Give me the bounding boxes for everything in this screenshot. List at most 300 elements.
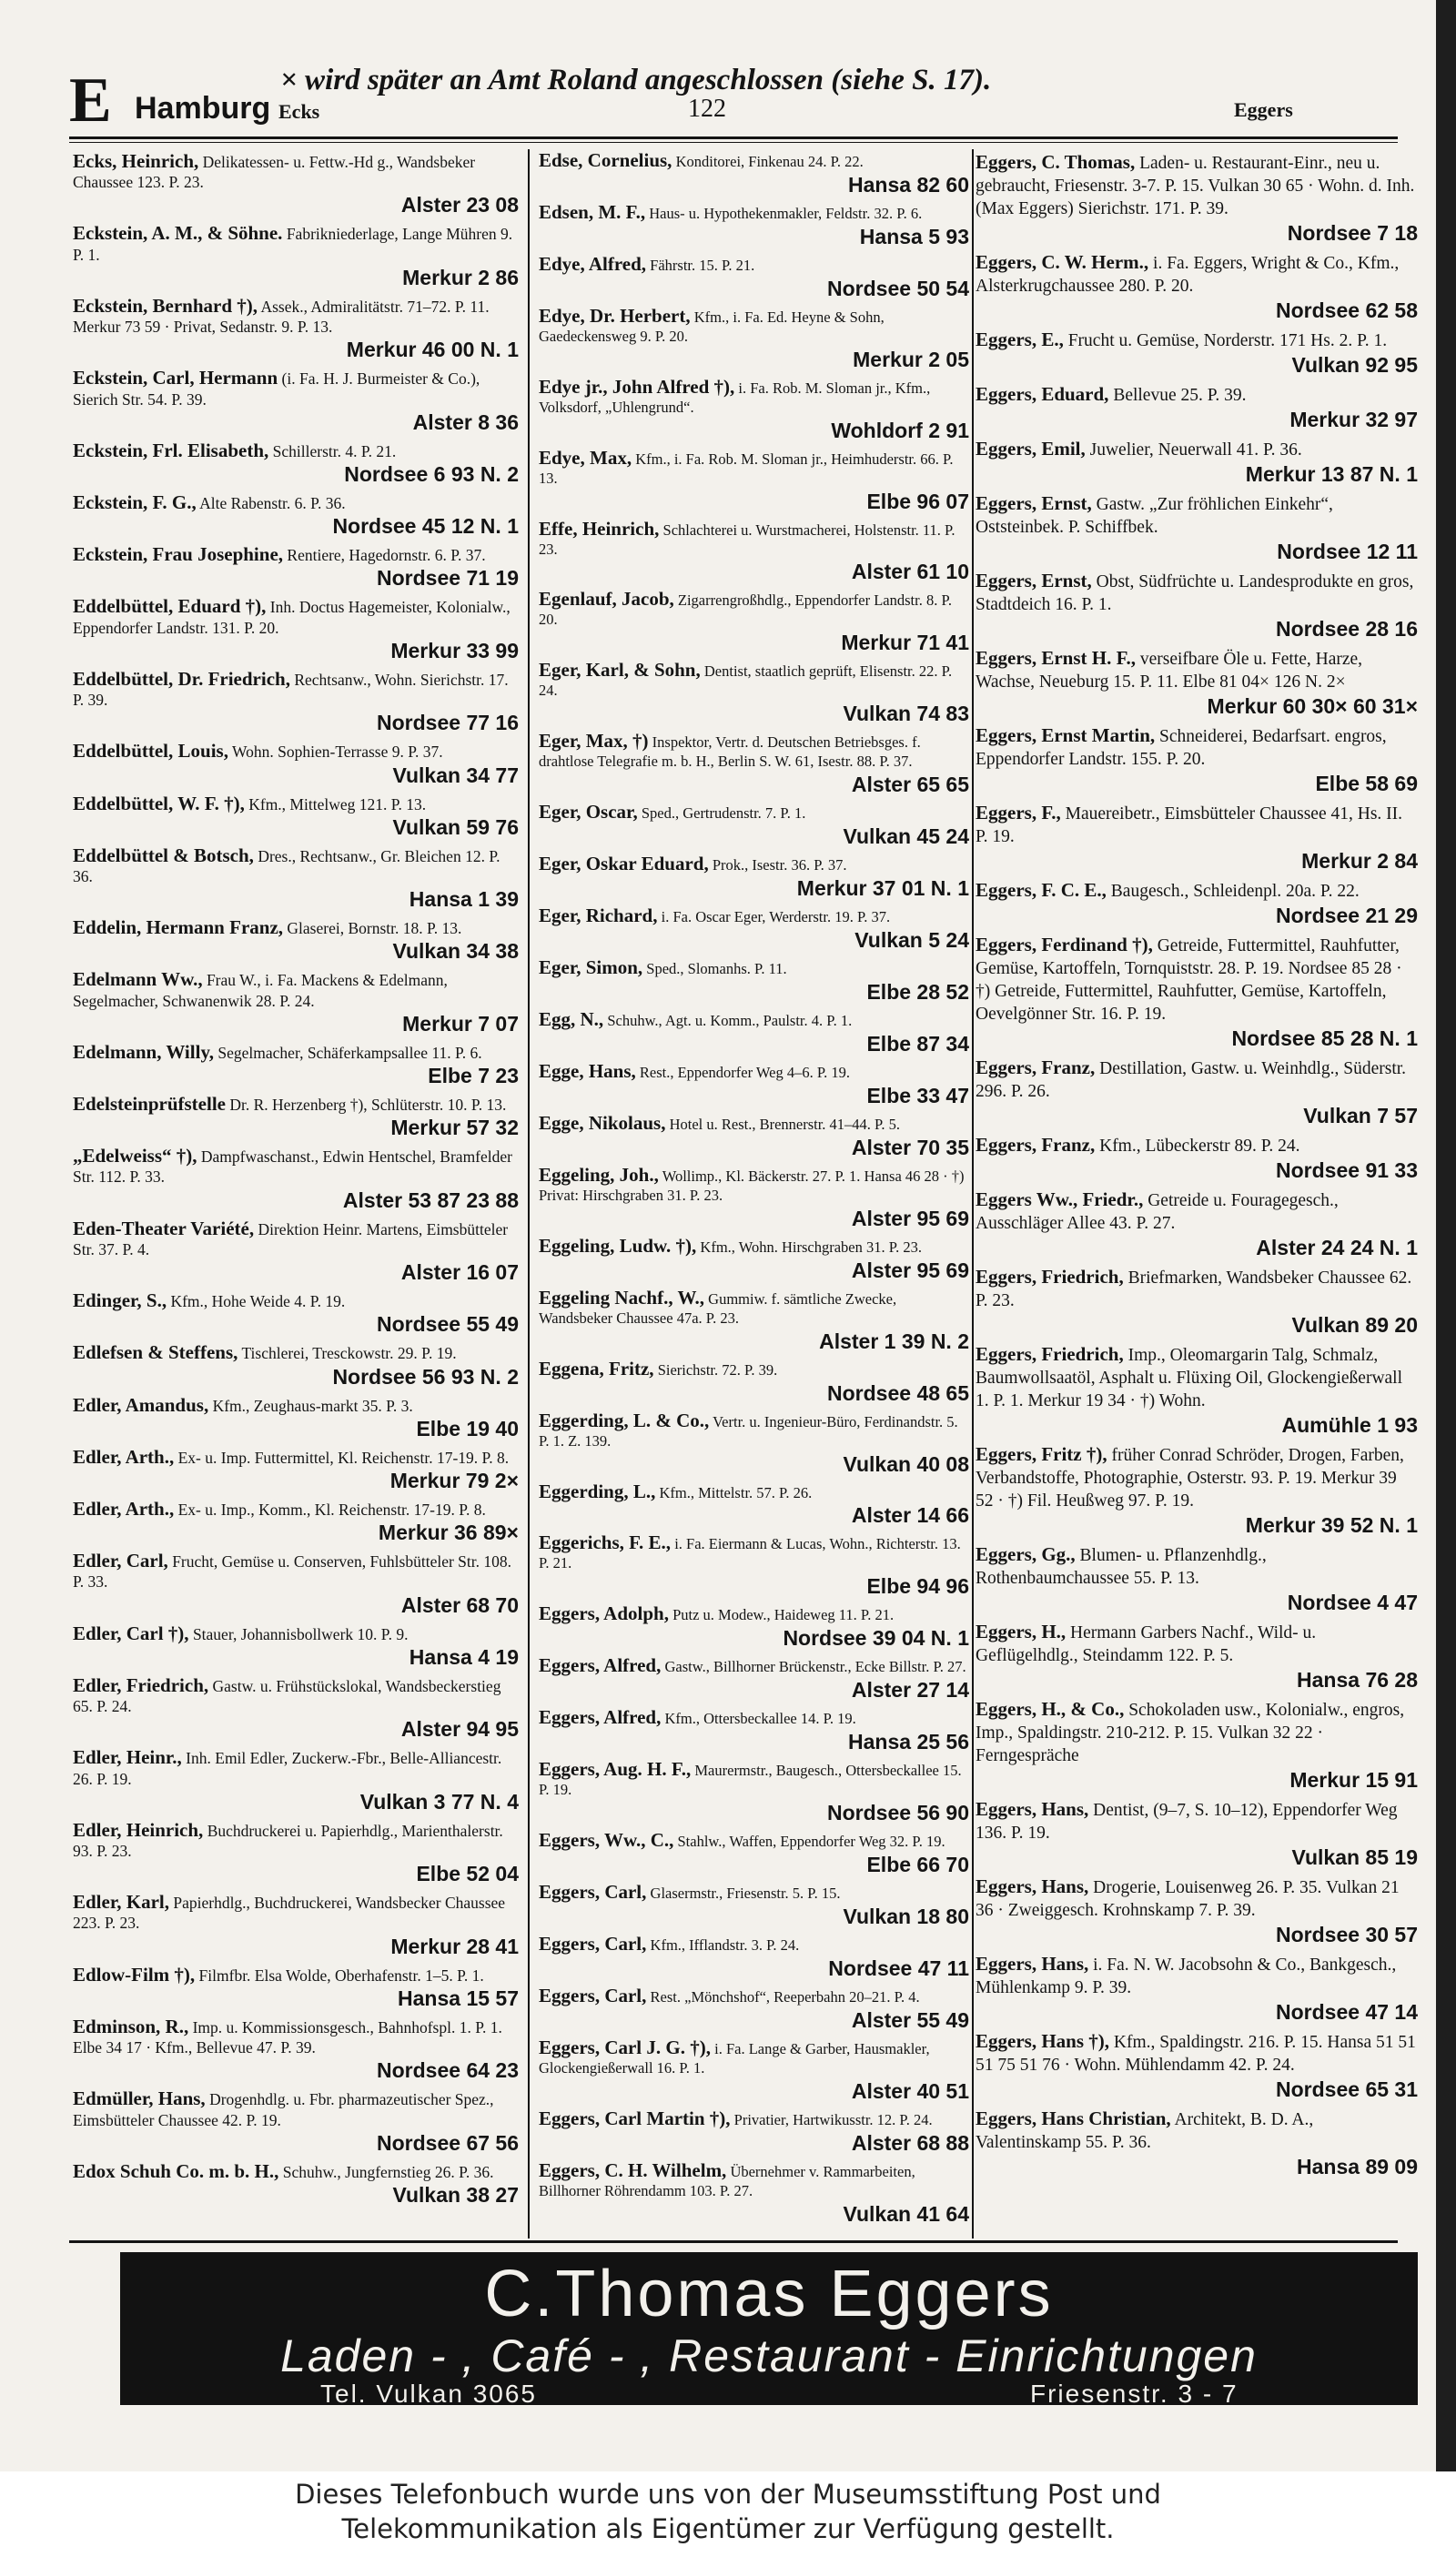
section-letter: E xyxy=(69,66,112,136)
entry-phone: Alster 95 69 xyxy=(851,1206,969,1230)
entry-details: i. Fa. Oscar Eger, Werderstr. 19. P. 37. xyxy=(661,908,891,926)
entry-phone: Elbe 94 96 xyxy=(866,1574,969,1599)
directory-entry xyxy=(73,1342,519,1389)
directory-entry xyxy=(73,596,519,662)
entry-phone: Merkur 7 07 xyxy=(402,1011,519,1036)
entry-phone: Hansa 76 28 xyxy=(1297,1668,1418,1692)
entry-phone: Elbe 87 34 xyxy=(866,1031,969,1056)
directory-entry xyxy=(73,368,519,434)
entry-phone: Merkur 37 01 N. 1 xyxy=(796,876,969,901)
entry-name: Eggers, Carl, xyxy=(539,1933,647,1956)
entry-name: Eddelbüttel, W. F. †), xyxy=(73,792,245,814)
entry-details: Blumen- u. Pflanzenhdlg., Rothenbaumchaussee 55. P. 13. xyxy=(976,1546,1267,1588)
entry-name: Eggers, H., xyxy=(976,1621,1067,1642)
directory-entry xyxy=(539,1059,969,1108)
entry-phone: Nordsee 65 31 xyxy=(1276,2077,1418,2101)
entry-phone: Nordsee 47 11 xyxy=(828,1956,969,1980)
entry-phone: Elbe 7 23 xyxy=(428,1064,519,1088)
entry-details: i. Fa. Lange & Garber, Hausmakler, Glockengießerwall 16. P. 1. xyxy=(539,2039,930,2077)
entry-phone: Hansa 4 19 xyxy=(409,1644,519,1669)
entry-details: (i. Fa. H. J. Burmeister & Co.), Sierich Str. 54. P. 39. xyxy=(73,369,480,409)
entry-name: Edmüller, Hans, xyxy=(73,2087,206,2110)
entry-details: Sierichstr. 72. P. 39. xyxy=(657,1360,778,1379)
directory-entry xyxy=(73,151,519,217)
entry-name: Eggerding, L. & Co., xyxy=(539,1409,710,1431)
directory-entry xyxy=(539,1760,969,1825)
entry-details: Filmfbr. Elsa Wolde, Oberhafenstr. 1–5. P. 1. xyxy=(198,1966,484,1985)
entry-phone: Nordsee 56 90 xyxy=(827,1801,969,1825)
entry-details: Schuhw., Jungfernstieg 26. P. 36. xyxy=(282,2162,494,2181)
entry-details: Buchdruckerei u. Papierhdlg., Marienthalerstr. 93. P. 23. xyxy=(73,1821,503,1860)
entry-details: Rest. „Mönchshof“, Reeperbahn 20–21. P. 4. xyxy=(650,1987,920,2006)
entry-phone: Nordsee 4 47 xyxy=(1287,1591,1418,1614)
entry-phone: Vulkan 85 19 xyxy=(1291,1845,1418,1869)
entry-phone: Vulkan 74 83 xyxy=(843,702,969,726)
entry-name: Eggers, Carl, xyxy=(539,1881,647,1904)
entry-phone: Merkur 2 86 xyxy=(402,265,519,289)
entry-name: Eddelbüttel & Botsch, xyxy=(73,844,254,866)
directory-entry xyxy=(539,2158,969,2227)
entry-phone: Merkur 57 32 xyxy=(390,1116,519,1140)
entry-name: Eger, Max, †) xyxy=(539,730,649,753)
entry-phone: Merkur 28 41 xyxy=(390,1934,519,1958)
entry-name: Eckstein, A. M., & Söhne. xyxy=(73,222,283,245)
directory-entry xyxy=(73,917,519,964)
directory-entry xyxy=(539,803,969,849)
directory-entry xyxy=(539,1604,969,1651)
catchword-left: Ecks xyxy=(278,100,320,123)
directory-entry xyxy=(539,304,969,372)
entry-details: Kfm., Mittelweg 121. P. 13. xyxy=(248,794,427,814)
entry-name: Eden-Theater Variété, xyxy=(73,1217,255,1239)
entry-name: Ecks, Heinrich, xyxy=(73,151,199,172)
directory-entry xyxy=(976,570,1418,642)
directory-entry xyxy=(976,802,1418,874)
entry-name: Eger, Simon, xyxy=(539,956,643,979)
entry-name: Eggers, Emil, xyxy=(976,438,1086,460)
entry-details: Übernehmer v. Rammarbeiten, Billhorner Röhrendamm 103. P. 27. xyxy=(539,2162,915,2199)
entry-phone: Alster 95 69 xyxy=(851,1258,969,1282)
entry-details: Sped., Slomanhs. P. 11. xyxy=(646,960,787,978)
entry-name: Eddelbüttel, Louis, xyxy=(73,740,228,763)
entry-name: Eggers, Ernst Martin, xyxy=(976,724,1156,746)
entry-details: Briefmarken, Wandsbeker Chaussee 62. P. 23. xyxy=(976,1268,1412,1310)
entry-details: Dentist, staatlich geprüft, Elisenstr. 22. P. 24. xyxy=(539,662,953,700)
entry-phone: Hansa 1 39 xyxy=(409,887,519,912)
entry-details: Kfm., i. Fa. Ed. Heyne & Sohn, Gaedeckensweg 9. P. 20. xyxy=(539,308,885,345)
entry-details: Kfm., Ottersbeckallee 14. P. 19. xyxy=(664,1710,856,1728)
entry-name: Edler, Amandus, xyxy=(73,1393,209,1416)
entry-name: Edler, Heinrich, xyxy=(73,1818,204,1841)
entry-details: Kfm., Mittelstr. 57. P. 26. xyxy=(659,1483,813,1501)
entry-details: Kfm., Ifflandstr. 3. P. 24. xyxy=(650,1936,800,1955)
header-rule xyxy=(69,136,1398,139)
entry-name: Eggeling Nachf., W., xyxy=(539,1286,705,1309)
directory-entry xyxy=(73,741,519,787)
directory-entry xyxy=(539,1163,969,1231)
directory-entry xyxy=(539,1986,969,2033)
entry-details: Frucht, Gemüse u. Conserven, Fuhlsbütteler Str. 108. P. 33. xyxy=(73,1552,512,1592)
page-edge xyxy=(1436,0,1456,2471)
directory-entry xyxy=(539,1359,969,1406)
entry-name: Edler, Carl, xyxy=(73,1550,168,1572)
archive-notice xyxy=(0,2471,1456,2557)
directory-entry xyxy=(976,1698,1418,1793)
entry-phone: Merkur 46 00 N. 1 xyxy=(346,338,519,362)
entry-phone: Hansa 89 09 xyxy=(1297,2155,1418,2178)
directory-entry xyxy=(539,1111,969,1160)
entry-name: Eggers, F. C. E., xyxy=(976,879,1107,901)
entry-phone: Elbe 58 69 xyxy=(1315,772,1418,795)
entry-name: Eggers, Hans Christian, xyxy=(976,2107,1171,2129)
entry-name: Eggers, Alfred, xyxy=(539,1706,662,1729)
entry-details: Schlachterei u. Wurstmacherei, Holstenstr. 11. P. 23. xyxy=(539,520,956,558)
entry-phone: Elbe 66 70 xyxy=(866,1853,969,1877)
entry-phone: Nordsee 67 56 xyxy=(377,2130,519,2155)
entry-phone: Nordsee 62 58 xyxy=(1276,298,1418,322)
entry-phone: Vulkan 45 24 xyxy=(843,824,969,849)
entry-details: Kfm., Hohe Weide 4. P. 19. xyxy=(170,1292,346,1311)
entry-details: Haus- u. Hypothekenmakler, Feldstr. 32. P. 6. xyxy=(649,204,923,222)
entry-phone: Alster 94 95 xyxy=(400,1717,519,1742)
directory-entry xyxy=(976,1798,1418,1870)
entry-name: Eggers, C. H. Wilhelm, xyxy=(539,2158,727,2181)
directory-entry xyxy=(976,251,1418,323)
entry-name: Eggers, C. Thomas, xyxy=(976,151,1136,173)
entry-phone: Vulkan 34 77 xyxy=(392,763,519,787)
entry-phone: Nordsee 48 65 xyxy=(827,1380,969,1405)
entry-name: Egenlauf, Jacob, xyxy=(539,588,674,611)
entry-name: Eggers, Carl, xyxy=(539,1984,647,2006)
directory-entry xyxy=(976,1443,1418,1538)
entry-phone: Elbe 19 40 xyxy=(416,1416,519,1440)
page-number: 122 xyxy=(688,95,726,123)
entry-phone: Alster 53 87 23 88 xyxy=(342,1188,519,1212)
ad-address: Friesenstr. 3 - 7 xyxy=(1030,2380,1239,2408)
entry-name: Eggers Ww., Friedr., xyxy=(976,1188,1144,1210)
entry-details: Konditorei, Finkenau 24. P. 22. xyxy=(675,153,864,170)
entry-details: Wollimp., Kl. Bäckerstr. 27. P. 1. Hansa 46 28 · †) Privat: Hirschgraben 31. P. 23. xyxy=(539,1167,965,1204)
directory-entry xyxy=(73,1042,519,1088)
directory-entry xyxy=(539,1286,969,1354)
entry-details: Frau W., i. Fa. Mackens & Edelmann, Segelmacher, Schwanenwik 28. P. 24. xyxy=(73,971,448,1010)
entry-phone: Vulkan 89 20 xyxy=(1291,1313,1418,1337)
entry-name: Eggerding, L., xyxy=(539,1480,656,1502)
entry-name: Eger, Oskar Eduard, xyxy=(539,853,709,875)
entry-phone: Nordsee 21 29 xyxy=(1276,904,1418,927)
entry-phone: Elbe 33 47 xyxy=(866,1083,969,1107)
entry-name: Edler, Arth., xyxy=(73,1445,175,1468)
directory-entry xyxy=(539,375,969,443)
entry-name: Edye, Dr. Herbert, xyxy=(539,304,691,327)
entry-name: Eger, Karl, & Sohn, xyxy=(539,659,701,682)
entry-name: Eggers, F., xyxy=(976,802,1061,824)
entry-name: Edse, Cornelius, xyxy=(539,151,672,171)
entry-details: Kfm., Wohn. Hirschgraben 31. P. 23. xyxy=(700,1238,922,1256)
entry-details: Ex- u. Imp., Komm., Kl. Reichenstr. 17-19. P. 8. xyxy=(177,1501,486,1519)
entry-details: Laden- u. Restaurant-Einr., neu u. gebraucht, Friesenstr. 3-7. P. 15. Vulkan 30 65 · Wohn. d. Inh. (Max Eggers) Sierichstr. 171. P. 39. xyxy=(976,154,1415,218)
entry-phone: Merkur 32 97 xyxy=(1289,408,1418,431)
listing-column-3 xyxy=(976,151,1418,2235)
entry-phone: Merkur 71 41 xyxy=(841,631,969,655)
directory-entry xyxy=(73,440,519,487)
entry-name: Eggers, Hans †), xyxy=(976,2030,1109,2052)
entry-details: Privatier, Hartwikusstr. 12. P. 24. xyxy=(733,2110,933,2128)
entry-details: Inspektor, Vertr. d. Deutschen Betriebsges. f. drahtlose Telegrafie m. b. H., Berlin S. W. 61, Isestr. 88. P. 37. xyxy=(539,733,921,771)
entry-phone: Vulkan 41 64 xyxy=(843,2201,969,2226)
entry-details: Dampfwaschanst., Edwin Hentschel, Bramfelder Str. 112. P. 33. xyxy=(73,1147,512,1187)
directory-entry xyxy=(73,2016,519,2083)
entry-name: Eddelbüttel, Dr. Friedrich, xyxy=(73,667,290,690)
directory-entry xyxy=(73,845,519,912)
directory-entry xyxy=(539,1831,969,1877)
entry-phone: Vulkan 38 27 xyxy=(392,2182,519,2207)
entry-details: i. Fa. Eiermann & Lucas, Wohn., Richterstr. 13. P. 21. xyxy=(539,1535,961,1572)
directory-entry xyxy=(73,1146,519,1212)
entry-details: Frucht u. Gemüse, Norderstr. 171 Hs. 2. P. 1. xyxy=(1067,331,1388,350)
entry-details: Dentist, (9–7, S. 10–12), Eppendorfer Weg 136. P. 19. xyxy=(976,1801,1398,1843)
entry-phone: Merkur 79 2× xyxy=(389,1469,519,1492)
entry-details: Ex- u. Imp. Futtermittel, Kl. Reichenstr. 17-19. P. 8. xyxy=(177,1448,510,1467)
entry-details: früher Conrad Schröder, Drogen, Farben, Verbandstoffe, Photographie, Osterstr. 93. P. 19. Merkur 39 52 · †) Fil. Heußweg 97. P. 19. xyxy=(976,1446,1404,1511)
directory-entry xyxy=(976,934,1418,1051)
directory-entry xyxy=(539,2038,969,2104)
entry-name: Eggers, H., & Co., xyxy=(976,1698,1125,1720)
entry-name: Eggers, Hans, xyxy=(976,1875,1089,1897)
entry-details: Glasermstr., Friesenstr. 5. P. 15. xyxy=(650,1885,841,1903)
directory-entry xyxy=(539,1533,969,1599)
entry-details: Glaserei, Bornstr. 18. P. 13. xyxy=(287,919,462,938)
footer-rule xyxy=(69,2240,1398,2243)
directory-entry xyxy=(976,383,1418,432)
directory-entry xyxy=(539,854,969,901)
entry-name: Eckstein, Carl, Hermann xyxy=(73,367,278,389)
entry-phone: Nordsee 55 49 xyxy=(377,1312,519,1337)
directory-entry xyxy=(539,517,969,585)
directory-entry xyxy=(73,1290,519,1337)
entry-name: Eggers, Alfred, xyxy=(539,1654,662,1677)
entry-details: i. Fa. Rob. M. Sloman jr., Kfm., Volksdorf, „Uhlengrund“. xyxy=(539,379,931,416)
entry-phone: Nordsee 7 18 xyxy=(1287,221,1418,245)
entry-phone: Alster 70 35 xyxy=(851,1135,969,1159)
ad-phone: Tel. Vulkan 3065 xyxy=(320,2380,537,2408)
directory-entry xyxy=(73,223,519,289)
entry-phone: Alster 23 08 xyxy=(400,193,519,217)
directory-entry xyxy=(976,1188,1418,1260)
entry-phone: Merkur 2 05 xyxy=(853,347,969,371)
entry-details: Rentiere, Hagedornstr. 6. P. 37. xyxy=(287,546,486,565)
entry-details: Schokoladen usw., Kolonialw., engros, Imp., Spaldingstr. 210-212. P. 15. Vulkan 32 22 · Ferngespräche xyxy=(976,1701,1405,1765)
directory-entry xyxy=(976,1875,1418,1947)
entry-phone: Elbe 96 07 xyxy=(866,489,969,513)
entry-name: Eckstein, Frl. Elisabeth, xyxy=(73,439,269,461)
city-name: Hamburg xyxy=(135,91,271,126)
ad-title: C.Thomas Eggers xyxy=(484,2258,1054,2330)
directory-entry xyxy=(976,1543,1418,1615)
entry-phone: Elbe 52 04 xyxy=(416,1862,519,1886)
entry-name: Eggers, C. W. Herm., xyxy=(976,251,1149,273)
entry-phone: Nordsee 56 93 N. 2 xyxy=(332,1364,519,1389)
entry-phone: Alster 14 66 xyxy=(851,1503,969,1528)
directory-entry xyxy=(976,647,1418,719)
entry-phone: Nordsee 30 57 xyxy=(1276,1923,1418,1946)
entry-name: Eckstein, F. G., xyxy=(73,490,197,513)
directory-entry xyxy=(73,1218,519,1285)
directory-entry xyxy=(976,1621,1418,1693)
directory-entry xyxy=(73,1675,519,1742)
listing-column-2 xyxy=(539,151,969,2235)
entry-details: Drogenhdlg. u. Fbr. pharmazeutischer Spez., Eimsbütteler Chaussee 42. P. 19. xyxy=(73,2090,494,2129)
entry-phone: Alster 40 51 xyxy=(851,2078,969,2103)
entry-details: Obst, Südfrüchte u. Landesprodukte en gros, Stadtdeich 16. P. 1. xyxy=(976,572,1414,614)
entry-name: Edler, Arth., xyxy=(73,1498,175,1520)
entry-details: Baugesch., Schleidenpl. 20a. P. 22. xyxy=(1110,882,1360,901)
entry-details: Dr. R. Herzenberg †), Schlüterstr. 10. P. 13. xyxy=(229,1096,507,1115)
directory-entry xyxy=(73,1499,519,1545)
archive-notice-line-2: Telekommunikation als Eigentümer zur Verfügung gestellt. xyxy=(341,2513,1115,2544)
entry-details: Gastw. u. Frühstückslokal, Wandsbeckerstieg 65. P. 24. xyxy=(73,1676,501,1716)
entry-name: Eger, Richard, xyxy=(539,905,658,927)
directory-entry xyxy=(976,151,1418,246)
directory-entry xyxy=(73,544,519,591)
directory-entry xyxy=(976,1134,1418,1183)
directory-entry xyxy=(73,793,519,840)
entry-name: Edlow-Film †), xyxy=(73,1963,196,1986)
entry-name: Eggers, Friedrich, xyxy=(976,1343,1124,1365)
entry-details: Tischlerei, Tresckowstr. 29. P. 19. xyxy=(241,1344,457,1363)
entry-details: Stahlw., Waffen, Eppendorfer Weg 32. P. 19. xyxy=(677,1833,945,1851)
directory-entry xyxy=(73,2088,519,2155)
directory-entry xyxy=(539,732,969,797)
entry-phone: Elbe 28 52 xyxy=(866,980,969,1005)
entry-details: Direktion Heinr. Martens, Eimsbütteler Str. 37. P. 4. xyxy=(73,1219,509,1258)
entry-name: Edye, Max, xyxy=(539,446,632,469)
entry-phone: Alster 24 24 N. 1 xyxy=(1256,1236,1418,1259)
entry-details: Kfm., Spaldingstr. 216. P. 15. Hansa 51 51 51 75 51 76 · Wohn. Mühlendamm 42. P. 24. xyxy=(976,2033,1416,2075)
entry-name: Eger, Oscar, xyxy=(539,801,638,824)
entry-name: Eggers, Gg., xyxy=(976,1543,1076,1565)
entry-phone: Merkur 60 30× 60 31× xyxy=(1207,694,1418,718)
directory-entry xyxy=(976,879,1418,928)
entry-details: Alte Rabenstr. 6. P. 36. xyxy=(199,493,346,512)
entry-phone: Hansa 82 60 xyxy=(848,172,969,197)
entry-phone: Nordsee 47 14 xyxy=(1276,2000,1418,2024)
entry-name: Eggers, Carl Martin †), xyxy=(539,2107,731,2129)
entry-details: Zigarrengroßhdlg., Eppendorfer Landstr. 8. P. 20. xyxy=(539,591,952,629)
entry-name: Egge, Nikolaus, xyxy=(539,1111,666,1134)
entry-name: Eckstein, Frau Josephine, xyxy=(73,543,284,566)
directory-entry xyxy=(73,1820,519,1886)
entry-details: Architekt, B. D. A., Valentinskamp 55. P. 36. xyxy=(976,2110,1314,2152)
directory-entry xyxy=(73,296,519,362)
directory-entry xyxy=(73,1395,519,1441)
directory-entry xyxy=(539,1010,969,1056)
entry-phone: Nordsee 77 16 xyxy=(377,711,519,735)
entry-details: Kfm., i. Fa. Rob. M. Sloman jr., Heimhuderstr. 66. P. 13. xyxy=(539,450,954,487)
entry-phone: Nordsee 45 12 N. 1 xyxy=(332,514,519,539)
entry-details: Destillation, Gastw. u. Weinhdlg., Süderstr. 296. P. 26. xyxy=(976,1059,1407,1101)
directory-entry xyxy=(976,328,1418,378)
entry-phone: Merkur 39 52 N. 1 xyxy=(1245,1513,1418,1537)
entry-name: Eggers, Franz, xyxy=(976,1134,1096,1156)
column-divider xyxy=(528,149,530,2239)
entry-phone: Nordsee 85 28 N. 1 xyxy=(1231,1026,1418,1050)
entry-details: Kfm., Lübeckerstr 89. P. 24. xyxy=(1099,1137,1300,1156)
entry-name: Edelmann, Willy, xyxy=(73,1040,215,1063)
page-header xyxy=(69,64,1398,136)
entry-phone: Vulkan 7 57 xyxy=(1303,1104,1418,1127)
entry-phone: Alster 65 65 xyxy=(851,773,969,797)
entry-phone: Nordsee 50 54 xyxy=(827,276,969,300)
ad-subtitle: Laden - , Café - , Restaurant - Einrichtungen xyxy=(280,2330,1258,2381)
entry-details: Sped., Gertrudenstr. 7. P. 1. xyxy=(641,804,806,823)
directory-entry xyxy=(976,2030,1418,2102)
entry-name: Edminson, R., xyxy=(73,2015,189,2037)
column-divider xyxy=(972,149,974,2239)
directory-entry xyxy=(539,590,969,655)
entry-details: Dres., Rechtsanw., Gr. Bleichen 12. P. 36. xyxy=(73,846,500,885)
entry-details: Bellevue 25. P. 39. xyxy=(1113,386,1247,405)
catchword-right: Eggers xyxy=(1234,98,1293,121)
entry-phone: Alster 27 14 xyxy=(851,1678,969,1703)
entry-details: i. Fa. Eggers, Wright & Co., Kfm., Alsterkrugchaussee 280. P. 20. xyxy=(976,254,1400,296)
entry-details: Inh. Emil Edler, Zuckerw.-Fbr., Belle-Alliancestr. 26. P. 19. xyxy=(73,1749,502,1788)
entry-name: Eggerichs, F. E., xyxy=(539,1531,672,1554)
entry-phone: Alster 55 49 xyxy=(851,2007,969,2032)
directory-entry xyxy=(539,958,969,1005)
entry-name: Edler, Friedrich, xyxy=(73,1673,209,1696)
entry-phone: Nordsee 91 33 xyxy=(1276,1158,1418,1182)
directory-entry xyxy=(539,2109,969,2156)
entry-details: Schillerstr. 4. P. 21. xyxy=(272,441,397,460)
directory-entry xyxy=(73,2161,519,2208)
entry-name: Eggeling, Joh., xyxy=(539,1163,659,1186)
entry-details: Getreide u. Fouragegesch., Ausschläger Allee 43. P. 27. xyxy=(976,1191,1339,1233)
entry-details: i. Fa. N. W. Jacobsohn & Co., Bankgesch., Mühlenkamp 9. P. 39. xyxy=(976,1956,1397,1997)
entry-phone: Vulkan 59 76 xyxy=(392,814,519,839)
entry-details: Assek., Admiralitätstr. 71–72. P. 11. Merkur 73 59 · Privat, Sedanstr. 9. P. 13. xyxy=(73,297,490,337)
directory-entry xyxy=(73,1551,519,1617)
entry-name: Eggeling, Ludw. †), xyxy=(539,1234,697,1257)
entry-name: Edye jr., John Alfred †), xyxy=(539,375,735,398)
directory-entry xyxy=(539,151,969,197)
entry-name: Eggers, Ww., C., xyxy=(539,1829,674,1852)
entry-details: Kfm., Zeughaus-markt 35. P. 3. xyxy=(212,1396,413,1415)
entry-details: Vertr. u. Ingenieur-Büro, Ferdinandstr. 5. P. 1. Z. 139. xyxy=(539,1412,958,1450)
directory-entry xyxy=(73,1623,519,1670)
entry-details: Delikatessen- u. Fettw.-Hd g., Wandsbeker Chaussee 123. P. 23. xyxy=(73,153,476,192)
directory-entry xyxy=(976,1056,1418,1128)
entry-phone: Hansa 5 93 xyxy=(859,224,969,248)
entry-phone: Nordsee 6 93 N. 2 xyxy=(344,461,519,486)
entry-phone: Vulkan 5 24 xyxy=(854,928,969,953)
entry-details: Hermann Garbers Nachf., Wild- u. Geflügelhdlg., Steindamm 122. P. 5. xyxy=(976,1623,1317,1665)
directory-entry xyxy=(539,1708,969,1754)
entry-name: Edler, Heinr., xyxy=(73,1746,182,1769)
entry-phone: Nordsee 12 11 xyxy=(1277,540,1418,563)
entry-name: Edler, Karl, xyxy=(73,1891,169,1914)
header-notice: × wird später an Amt Roland angeschlossen (siehe S. 17). xyxy=(280,64,992,96)
entry-name: Eggers, Friedrich, xyxy=(976,1266,1124,1288)
directory-entry xyxy=(539,1883,969,1929)
entry-details: Schneiderei, Bedarfsart. engros, Eppendorfer Landstr. 155. P. 20. xyxy=(976,727,1387,769)
entry-phone: Merkur 2 84 xyxy=(1301,849,1418,873)
entry-name: Eddelin, Hermann Franz, xyxy=(73,916,284,939)
entry-name: Eggers, Adolph, xyxy=(539,1602,669,1625)
entry-details: Prok., Isestr. 36. P. 37. xyxy=(712,856,847,874)
directory-entry xyxy=(976,1343,1418,1438)
entry-name: Eggers, Fritz †), xyxy=(976,1443,1107,1465)
